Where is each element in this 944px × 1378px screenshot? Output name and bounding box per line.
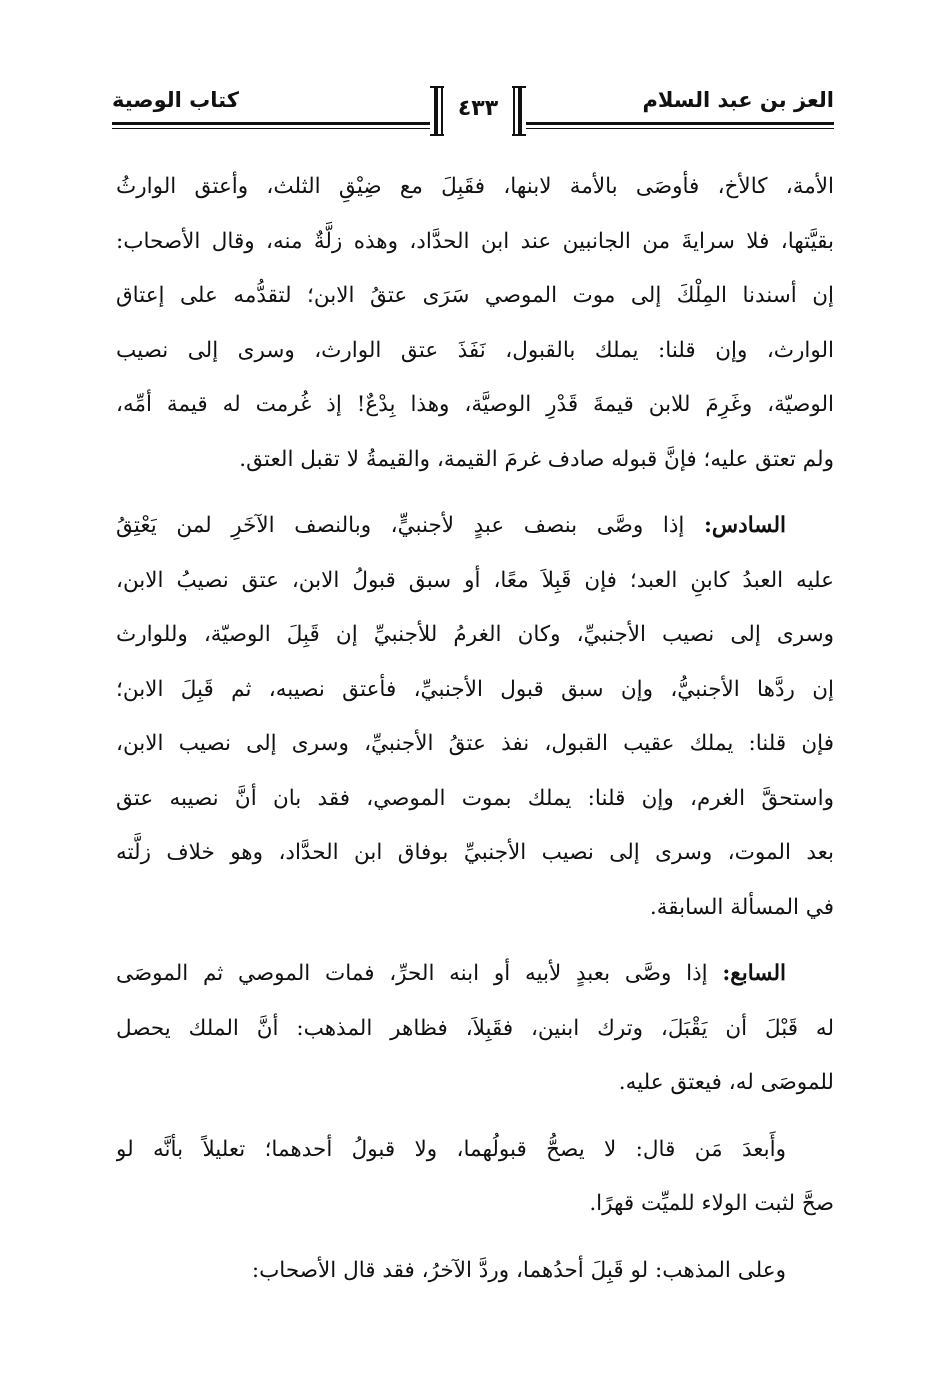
text-line: الوصيّة، وغَرِمَ للابن قيمةَ قَدْرِ الوصيَّة، وهذا بِدْعٌ! إذ غُرمت له قيمة أمِّه، [116,392,834,417]
section-lead: السابع: [722,961,786,986]
text-line: ولم تعتق عليه؛ فإنَّ قبوله صادف غرمَ القيمة، والقيمةُ لا تقبل العتق. [239,446,834,472]
author-running-title: العز بن عبد السلام [642,88,834,112]
text-line: صحَّ لثبت الولاء للميِّت قهرًا. [589,1191,834,1216]
paragraph [116,160,834,487]
text-line: إن أسندنا المِلْكَ إلى موت الموصي سَرَى عتقُ الابن؛ لتقدُّمه على إعتاق [116,283,834,308]
text-line [116,947,834,1002]
paragraph-sixth [116,499,834,935]
text-line: بقيَّتها، فلا سرايةَ من الجانبين عند ابن الحدَّاد، وهذه زلَّةٌ منه، وقال الأصحاب: [116,228,834,254]
text-line: فإن قلنا: يملك عقيب القبول، نفذ عتقُ الأجنبيِّ، وسرى إلى نصيب الابن، [116,731,834,756]
main-text [116,160,834,1310]
paragraph [116,1123,834,1232]
text-line: وعلى المذهب: لو قَبِلَ أحدُهما، وردَّ الآخرُ، فقد قال الأصحاب: [251,1257,786,1283]
page-header [112,82,834,144]
text-line: له قَبْلَ أن يَقْبَلَ، وترك ابنين، فقَبِلاَ، فظاهر المذهب: أنَّ الملك يحصل [116,1015,834,1041]
text-line: وسرى إلى نصيب الأجنبيِّ، وكان الغرمُ للأجنبيِّ إن قَبِلَ الوصيّة، وللوارث [116,622,834,647]
paragraph [116,1244,834,1299]
text-segment: إذا وصَّى بنصف عبدٍ لأجنبيٍّ، وبالنصف الآخَرِ لمن يَعْتِقُ [116,513,704,538]
frame-bar [434,86,438,136]
frame-bar [441,86,443,136]
frame-bar [513,86,515,136]
section-lead: السادس: [703,513,786,538]
paragraph-seventh [116,947,834,1111]
text-line: في المسألة السابقة. [649,894,834,920]
text-line: الأمة، كالأخ، فأوصَى بالأمة لابنها، فقَبِلَ مع ضِيْقِ الثلث، وأعتق الوارثُ [116,174,834,199]
page-number: ٤٣٣ [457,96,499,121]
page-number-frame [430,82,526,140]
text-segment: إذا وصَّى بعبدٍ لأبيه أو ابنه الحرِّ، فمات الموصي ثم الموصَى [116,961,723,986]
text-line: بعد الموت، وسرى إلى نصيب الأجنبيِّ بوفاق ابن الحدَّاد، وهو خلاف زلَّته [116,840,834,865]
text-line: إن ردَّها الأجنبيُّ، وإن سبق قبول الأجنبيِّ، فأعتق نصيبه، ثم قَبِلَ الابن؛ [116,676,834,702]
book-running-title: كتاب الوصية [112,88,239,112]
frame-bar [518,86,522,136]
text-line: وأَبعدَ مَن قال: لا يصحُّ قبولُهما، ولا قبولُ أحدهما؛ تعليلاً بأنَّه لو [116,1136,786,1162]
text-line: عليه العبدُ كابنِ العبد؛ فإن قَبِلاَ معًا، أو سبق قبولُ الابن، عتق نصيبُ الابن، [116,567,834,593]
text-line: واستحقَّ الغرم، وإن قلنا: يملك بموت الموصي، فقد بان أنَّ نصيبه عتق [116,785,834,811]
text-line [116,499,834,554]
text-line: للموصَى له، فيعتق عليه. [618,1070,834,1095]
text-line: الوارث، وإن قلنا: يملك بالقبول، نَفَذَ عتق الوارث، وسرى إلى نصيب [116,337,834,363]
